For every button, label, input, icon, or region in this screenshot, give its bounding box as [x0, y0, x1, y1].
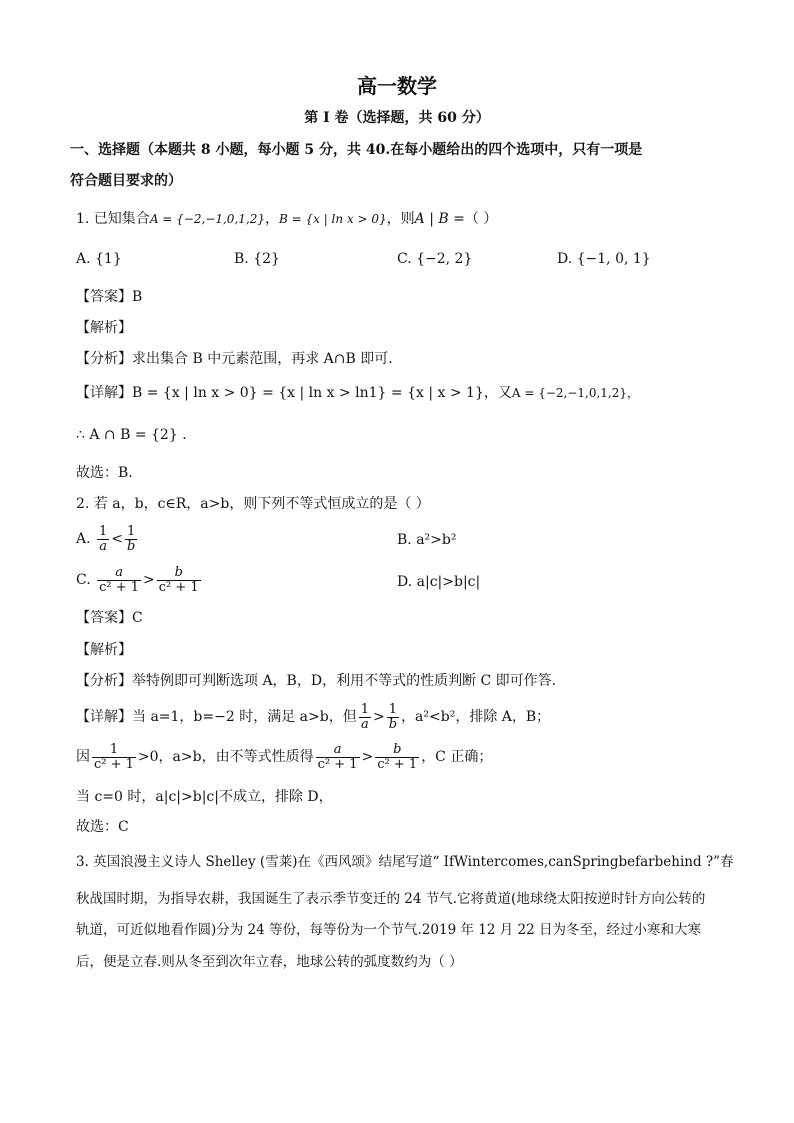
- q2-option-a-den1: a: [97, 539, 109, 554]
- q2-option-c-num1: a: [115, 564, 123, 580]
- q2-detail2-frac0: [92, 743, 136, 772]
- q3-line3: 轨道，可近似地看作圆)分为 24 等份，每等份为一个节气.2019 年 12 月 22 日为冬至，经过小寒和大寒: [76, 922, 701, 938]
- q2-option-a-num2: 1: [127, 523, 136, 539]
- q2-detail2-frac1: [316, 743, 360, 772]
- q2-detail2-frac2: [375, 743, 419, 772]
- q2-detail2-num1: a: [333, 741, 342, 757]
- q2-option-c-den1: c² + 1: [99, 579, 140, 595]
- q2-detail2-den2: c² + 1: [377, 756, 418, 772]
- q2-option-c-num2: b: [174, 564, 183, 580]
- q2-detail1-num2: 1: [388, 701, 398, 717]
- q2-option-a-den2: b: [127, 538, 136, 554]
- q1-option-a: A. {1}: [76, 251, 122, 267]
- q2-answer: 【答案】C: [76, 610, 143, 626]
- q2-detail1: [76, 700, 550, 734]
- q1-choose: 故选：B.: [76, 465, 133, 481]
- q2-detail2-den1: c² + 1: [317, 756, 358, 772]
- q1-option-d: D. {−1, 0, 1}: [557, 251, 651, 267]
- q2-detail1-frac2: [387, 703, 399, 732]
- q1-option-b: B. {2}: [234, 251, 280, 267]
- q1-stem-a: 1. 已知集合: [76, 211, 150, 227]
- q2-detail1-num1: 1: [360, 701, 369, 717]
- section-subtitle: 第 I 卷（选择题，共 60 分）: [304, 110, 490, 126]
- q2-detail2-num0: 1: [109, 741, 119, 757]
- q2-detail2-b: >0，a>b，由不等式性质得: [137, 749, 314, 765]
- q1-detail: [76, 384, 639, 402]
- q2-detail1-den1: a: [359, 717, 371, 732]
- q2-option-a: [76, 523, 139, 555]
- q3-line4: 后，便是立春.则从冬至到次年立春，地球公转的弧度数约为（ ）: [76, 954, 463, 970]
- q1-expr: A | B =: [414, 211, 465, 227]
- q2-detail1-a: 【详解】当 a=1，b=−2 时，满足 a>b，但: [76, 709, 357, 725]
- q1-analysis-heading: 【解析】: [76, 320, 132, 336]
- q2-detail1-frac1: [359, 703, 371, 732]
- q2-detail2-num2: b: [393, 741, 402, 757]
- q2-option-c-gt: >: [143, 572, 155, 588]
- q2-detail2-gt: >: [361, 749, 374, 765]
- q2-detail1-gt: >: [373, 709, 385, 725]
- q1-comma: ，: [264, 211, 279, 227]
- q2-option-c-frac2: [157, 566, 201, 595]
- q2-detail1-den2: b: [388, 716, 398, 732]
- q1-therefore: ∴ A ∩ B = {2} .: [76, 427, 187, 443]
- q1-stem: [76, 210, 497, 228]
- q2-option-a-label: A.: [76, 531, 91, 547]
- q1-paren: （ ）: [464, 211, 498, 227]
- q2-option-c-den2: c² + 1: [158, 579, 199, 595]
- q2-option-d: D. a|c|>b|c|: [397, 574, 481, 590]
- q1-stem-b: ，则: [386, 211, 415, 227]
- q2-stem: 2. 若 a，b，c∈R，a>b，则下列不等式恒成立的是（ ）: [76, 496, 430, 512]
- q2-detail2-c: ，C 正确；: [421, 749, 493, 765]
- section-heading-line1: 一、选择题（本题共 8 小题，每小题 5 分，共 40.在每小题给出的四个选项中，只有一项是: [70, 142, 643, 158]
- q1-fenxi: 【分析】求出集合 B 中元素范围，再求 A∩B 即可.: [76, 351, 393, 367]
- q2-fenxi: 【分析】举特例即可判断选项 A，B，D，利用不等式的性质判断 C 即可作答.: [76, 673, 557, 689]
- q2-detail2-a: 因: [76, 749, 90, 765]
- q2-detail2-den0: c² + 1: [94, 756, 134, 772]
- q1-set-b: B = {x | ln x > 0}: [278, 212, 387, 226]
- q2-option-a-frac2: [125, 525, 137, 554]
- q2-detail3: 当 c=0 时，a|c|>b|c|不成立，排除 D，: [76, 789, 333, 805]
- q2-choose: 故选：C: [76, 819, 129, 835]
- q1-detail-a: 【详解】B = {x | ln x > 0} = {x | ln x > ln1} = {x | x > 1}，又: [76, 385, 512, 401]
- q2-detail2: [76, 740, 492, 774]
- q2-option-a-lt: <: [111, 531, 124, 547]
- q2-detail1-b: ，a²<b²，排除 A，B；: [401, 709, 551, 725]
- q1-answer: 【答案】B: [76, 289, 143, 305]
- q1-option-c: C. {−2, 2}: [397, 251, 473, 267]
- q2-option-a-num1: 1: [99, 523, 108, 539]
- q2-option-c-frac1: [97, 566, 141, 595]
- section-heading-line2: 符合题目要求的）: [70, 173, 182, 189]
- q2-option-c: [76, 564, 203, 596]
- q1-detail-b: A = {−2,−1,0,1,2}，: [511, 386, 640, 400]
- q3-line1: 3. 英国浪漫主义诗人 Shelley (雪莱)在《西风颂》结尾写道“ IfWintercomes,canSpringbefarbehind ?”春: [76, 854, 734, 870]
- page-title: 高一数学: [357, 74, 437, 98]
- q1-set-a: A = {−2,−1,0,1,2}: [149, 212, 265, 226]
- q2-option-a-frac1: [97, 525, 109, 554]
- q2-option-b: B. a²>b²: [397, 532, 457, 548]
- q2-option-c-label: C.: [76, 572, 91, 588]
- q2-analysis-heading: 【解析】: [76, 642, 132, 658]
- q3-line2: 秋战国时期，为指导农耕，我国诞生了表示季节变迁的 24 节气.它将黄道(地球绕太阳按逆时针方向公转的: [76, 891, 706, 907]
